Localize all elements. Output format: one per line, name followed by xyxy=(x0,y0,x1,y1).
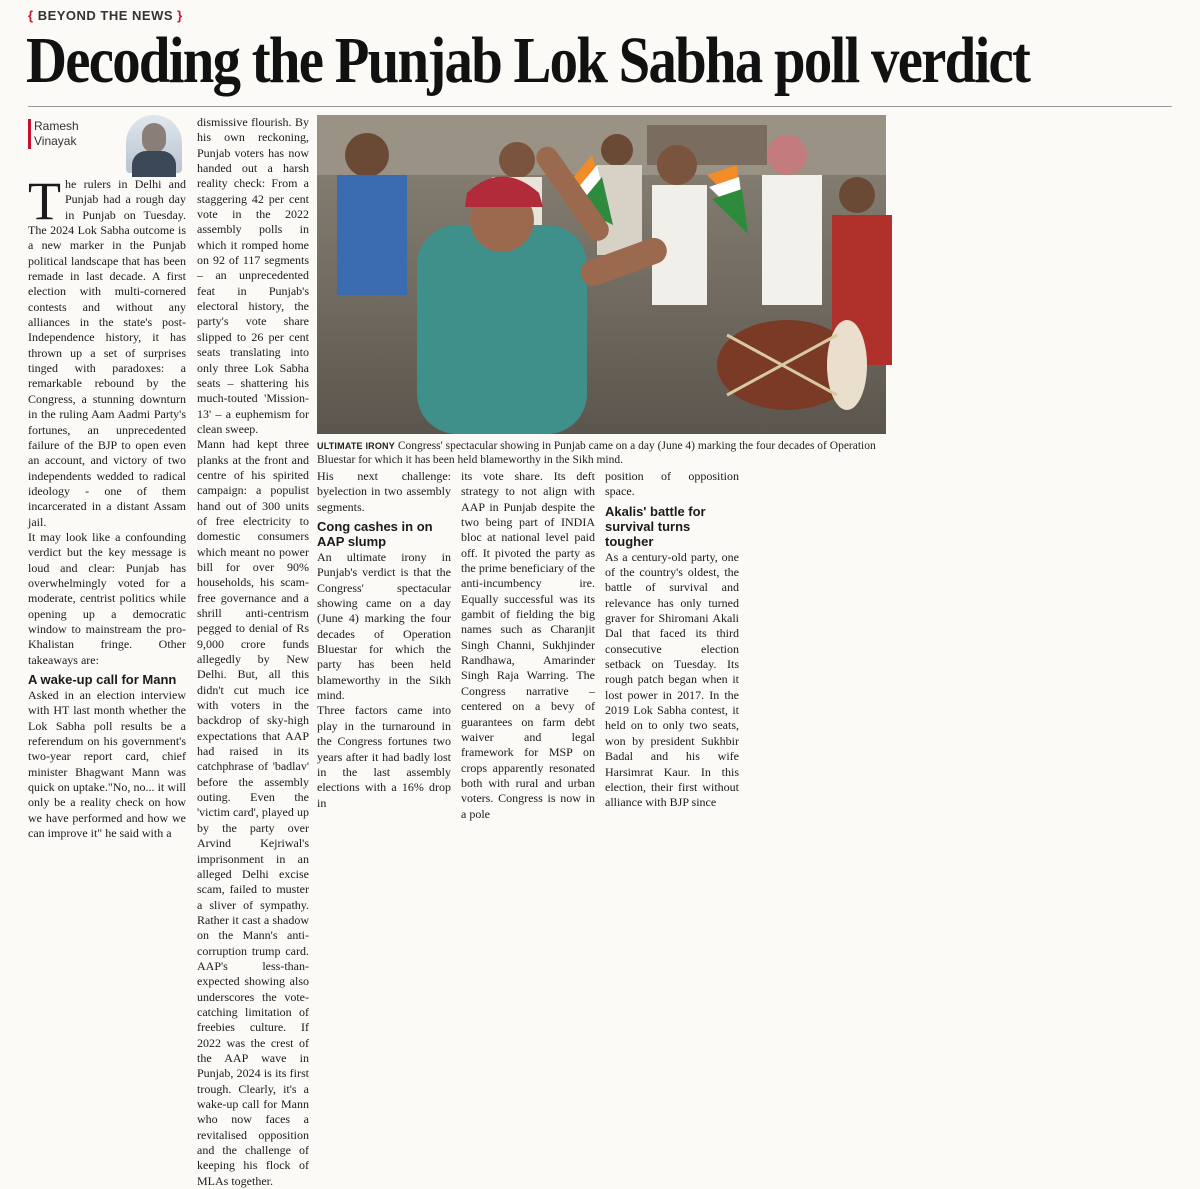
subhead-akalis: Akalis' battle for survival turns tougher xyxy=(605,503,706,549)
subhead-cong: Cong cashes in on AAP slump xyxy=(317,519,433,550)
photo-caption: ULTIMATE IRONY Congress' spectacular showing in Punjab came on a day (June 4) marking the four decades of Operation Bluestar for which it has been held blameworthy in the Sikh mind. xyxy=(317,440,876,466)
author-avatar xyxy=(126,115,182,173)
author-name: Ramesh Vinayak xyxy=(34,119,79,148)
news-photo xyxy=(317,115,886,434)
paragraph: As a century-old party, one of the country's oldest, the battle of survival and relevance has only turned graver for Shiromani Akali Dal that faced its third consecutive election setback on Tuesday. Its rough patch began when it lost power in 2017. In the 2019 Lok Sabha contest, it held on to only two seats, won by president Sukhbir Badal and his wife Harsimrat Kaur. In this election, their first without alliance with BJP since xyxy=(605,549,739,810)
column-2 xyxy=(197,115,309,1188)
paragraph: An ultimate irony in Punjab's verdict is that the Congress' spectacular showing came on a day (June 4) marking the four decades of Operation Bluestar for which the party has been held blameworthy in the Sikh mind. xyxy=(317,550,451,703)
headline-rule xyxy=(28,106,1172,107)
caption-label: ULTIMATE IRONY xyxy=(317,441,395,451)
paragraph: His next challenge: byelection in two assembly segments. xyxy=(317,469,451,514)
column-6-tail xyxy=(749,469,886,643)
avatar-head xyxy=(142,123,166,153)
column-5 xyxy=(605,469,739,810)
lead-paragraph: The rulers in Delhi and Punjab had a rough day in Punjab on Tuesday. The 2024 Lok Sabha outcome is a new marker in the Punjab political landscape that has been remade in last decade. A first election with multi-cornered contests and without any alliances in the state's post-Independence history, it has thrown up a set of surprises tinged with paradoxes: a remarkable rebound by the Congress, a stunning downturn in the ruling Aam Aadmi Party's fortunes, an unprecedented failure of the BJP to open even an account, and victory of two independents wedded to radical ideology - one of them incarcerated in a distant Assam jail. xyxy=(28,171,186,529)
paragraph: dismissive flourish. By his own reckoning, Punjab voters has now handed out a harsh reality check: From a staggering 42 per cent vote in the 2022 assembly polls in which it romped home on 92 of 117 segments – an unprecedented feat in Punjab's electoral history, the party's vote share slipped to 26 per cent seats translating into only three Lok Sabha seats – shattering his much-touted 'Mission-13' – a euphemism for clean sweep. xyxy=(197,115,309,436)
section-kicker-label: BEYOND THE NEWS xyxy=(37,8,174,23)
byline xyxy=(28,115,186,177)
paragraph: It may look like a confounding verdict but the key message is loud and clear: Punjab has overwhelmingly voted for a moderate, centrist politics while opening up a democratic window to mainstream the pro-Khalistan fringe. Other takeaways are: xyxy=(28,529,186,667)
byline-accent-bar xyxy=(28,119,31,149)
paragraph: position of opposition space. xyxy=(605,469,739,499)
section-kicker: { BEYOND THE NEWS } xyxy=(28,8,183,23)
column-4 xyxy=(461,469,595,821)
drop-cap: T xyxy=(28,171,61,231)
rally-illustration xyxy=(317,115,886,434)
headline: Decoding the Punjab Lok Sabha poll verdict xyxy=(26,24,1030,97)
paragraph: Three factors came into play in the turnaround in the Congress fortunes two years after it had badly lost in the last assembly elections with a 16% drop in xyxy=(317,703,451,810)
subhead-mann: A wake-up call for Mann xyxy=(28,672,177,687)
dhol-drum xyxy=(717,320,867,410)
column-1 xyxy=(28,115,186,841)
paragraph: its vote share. Its deft strategy to not align with AAP in Punjab despite the two being part of INDIA bloc at national level paid off. It pivoted the party as the prime beneficiary of the anti-incumbency ire. Equally successful was its gambit of fielding the big names such as Charanjit Singh Channi, Sukhjinder Randhawa, Amarinder Singh Raja Warring. The Congress narrative – centered on a bevy of guarantees on farm debt waiver and legal framework for MSP on crops apparently resonated both with rural and urban voters. Congress is now in a pole xyxy=(461,469,595,821)
paragraph: Mann had kept three planks at the front and centre of his spirited campaign: a populist hand out of 300 units of free electricity to domestic consumers which meant no power bill for over 90% households, his scam-free governance and a shrill anti-centrism pegged to denial of Rs 9,000 crore funds allegedly by New Delhi. But, all this didn't cut much ice with voters in the backdrop of sky-high expectations that AAP had raised in its catchphrase of 'badlav' before the assembly outing. Even the 'victim card', played up by the party over Arvind Kejriwal's imprisonment in an alleged Delhi excise scam, failed to muster a sliver of sympathy. Rather it cast a shadow on the Mann's anti-corruption trump card. AAP's less-than-expected showing also underscores the vote-catching limitation of freebies culture. If 2022 was the crest of the AAP wave in Punjab, 2024 is its first trough. Clearly, it's a wake-up call for Mann who now faces a revitalised opposition and the challenge of keeping his flock of MLAs together. xyxy=(197,437,309,1188)
paragraph: Asked in an election interview with HT last month whether the Lok Sabha poll results be a referendum on his government's two-year report card, chief minister Bhagwant Mann was quick on uptake."No, no... it will only be a reality check on how we have performed and how we can improve it" he said with a xyxy=(28,688,186,841)
column-3 xyxy=(317,469,451,810)
avatar-body xyxy=(132,151,176,177)
